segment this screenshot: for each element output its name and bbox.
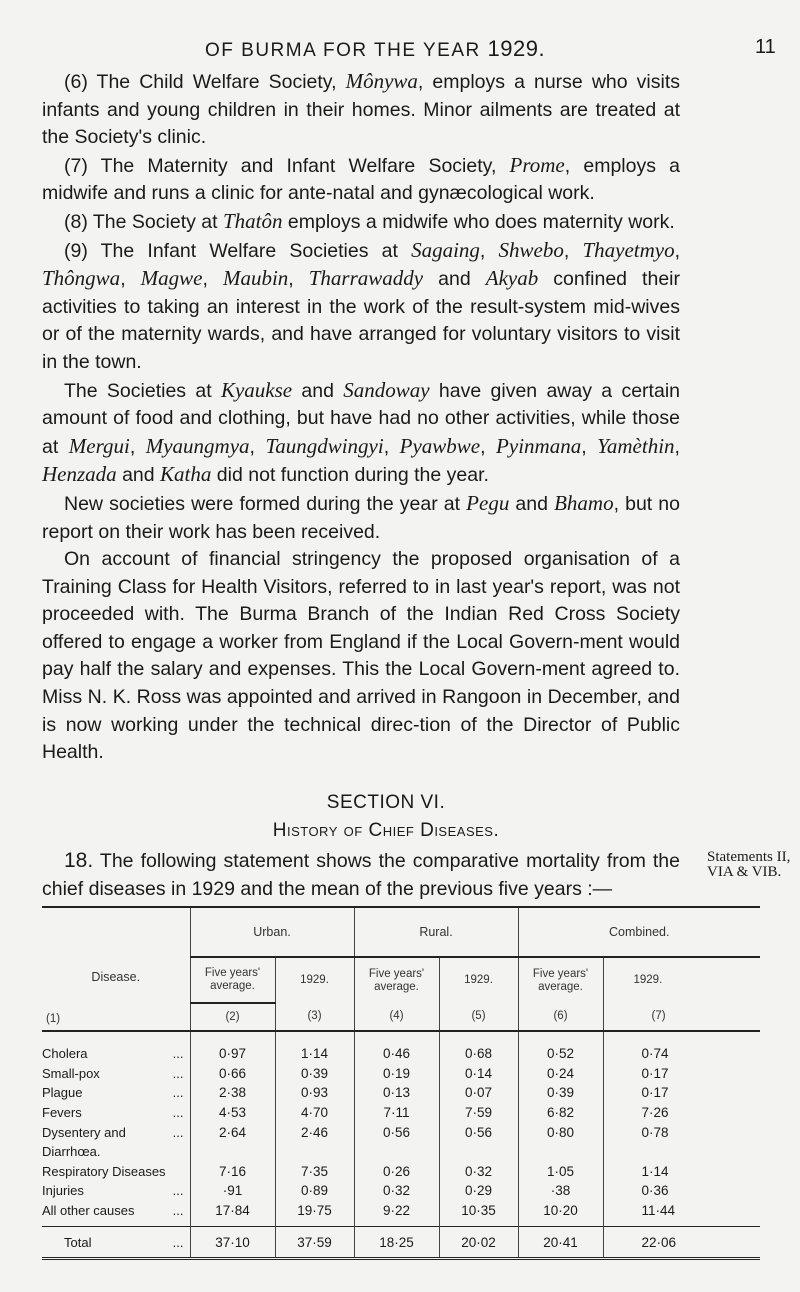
text-run: ,: [202, 268, 223, 291]
paragraph-6: [42, 490, 680, 546]
value-cell: 0·19: [354, 1064, 439, 1084]
leader-dots: ...: [172, 1046, 184, 1062]
text-run: ,: [674, 239, 681, 262]
disease-label: Cholera: [42, 1046, 88, 1062]
table-spacer-row: [42, 1031, 760, 1044]
table-row: [42, 1083, 760, 1103]
col-head-6: Five years' average.: [518, 957, 603, 1003]
value-cell: 7·26: [603, 1103, 760, 1123]
place-name: Maubin: [222, 266, 289, 291]
text-run: , but no report on their work has been received.: [42, 492, 680, 543]
table-row: [42, 1103, 760, 1123]
col-num-7: (7): [603, 1003, 760, 1031]
paragraph-number: 18.: [64, 849, 94, 872]
text-run: (6) The Child Welfare Society,: [64, 71, 346, 93]
leader-dots: ...: [172, 1124, 184, 1140]
place-name: Akyab: [485, 266, 539, 291]
text-run: ,: [480, 435, 497, 458]
disease-name: [42, 1044, 190, 1064]
place-name: Taungdwingyi: [265, 433, 384, 458]
value-cell: 0·68: [439, 1044, 518, 1064]
disease-name: [42, 1064, 190, 1084]
mortality-table: [42, 906, 760, 1260]
paragraph-1: [42, 68, 680, 152]
value-cell: 19·75: [275, 1201, 354, 1221]
col-head-7: 1929.: [603, 957, 760, 1003]
value-cell: 0·46: [354, 1044, 439, 1064]
value-cell: 0·89: [275, 1181, 354, 1201]
value-cell: 0·24: [518, 1064, 603, 1084]
section-subtitle: [0, 820, 800, 842]
text-run: , employs a midwife and runs a clinic for ante-natal and gynæcological work.: [42, 154, 680, 205]
value-cell: 7·59: [439, 1103, 518, 1123]
paragraph-5: [42, 377, 680, 490]
value-cell: 0·17: [603, 1083, 760, 1103]
value-cell: 0·97: [190, 1044, 275, 1064]
value-cell: [518, 1142, 603, 1162]
table-row: [42, 1201, 760, 1221]
value-cell: 0·36: [603, 1181, 760, 1201]
place-name: Magwe: [140, 266, 203, 291]
place-name: Pyinmana: [496, 433, 582, 458]
value-cell: 0·17: [603, 1064, 760, 1084]
disease-label: Plague: [42, 1085, 83, 1101]
value-cell: 37·10: [190, 1227, 275, 1259]
text-run: ,: [288, 268, 309, 291]
value-cell: 11·44: [603, 1201, 760, 1221]
value-cell: 9·22: [354, 1201, 439, 1221]
table-row: [42, 1064, 760, 1084]
place-name: Sagaing: [411, 237, 480, 262]
value-cell: 0·52: [518, 1044, 603, 1064]
section-title: [0, 792, 800, 814]
place-name: Katha: [160, 462, 212, 487]
disease-header-cell: [42, 907, 190, 1031]
disease-label: Injuries: [42, 1183, 84, 1199]
value-cell: 20·41: [518, 1227, 603, 1259]
paragraph-3: [42, 208, 680, 237]
paragraph-2: [42, 152, 680, 208]
col-head-5: 1929.: [439, 957, 518, 1003]
value-cell: 0·93: [275, 1083, 354, 1103]
value-cell: ·91: [190, 1181, 275, 1201]
table-row: [42, 1162, 760, 1182]
leader-dots: ...: [172, 1085, 184, 1101]
disease-label: Respiratory Diseases: [42, 1163, 166, 1179]
value-cell: 2·64: [190, 1122, 275, 1142]
disease-label: All other causes: [42, 1203, 135, 1219]
value-cell: 37·59: [275, 1227, 354, 1259]
value-cell: 4·53: [190, 1103, 275, 1123]
text-run: ,: [674, 435, 680, 458]
table-total-row: [42, 1227, 760, 1259]
value-cell: 0·39: [275, 1064, 354, 1084]
value-cell: [439, 1142, 518, 1162]
place-name: Mergui: [68, 433, 130, 458]
value-cell: 22·06: [603, 1227, 760, 1259]
text-run: ,: [129, 435, 146, 458]
value-cell: 10·20: [518, 1201, 603, 1221]
value-cell: 0·56: [354, 1122, 439, 1142]
disease-name: [42, 1142, 190, 1162]
value-cell: [603, 1142, 760, 1162]
table-row: [42, 1142, 760, 1162]
col-num-6: (6): [518, 1003, 603, 1031]
table-header-row-1: [42, 907, 760, 957]
group-rural: Rural.: [354, 907, 518, 957]
place-name: Henzada: [42, 462, 117, 487]
value-cell: 0·29: [439, 1181, 518, 1201]
col-num-4: (4): [354, 1003, 439, 1031]
value-cell: 2·46: [275, 1122, 354, 1142]
text-run: (8) The Society at: [64, 210, 223, 233]
text-run: The Societies at: [64, 379, 221, 402]
place-name: Shwebo: [498, 237, 564, 262]
page-number: 11: [755, 36, 776, 58]
table-row: [42, 1122, 760, 1142]
running-title-year: 1929.: [487, 36, 546, 61]
margin-note: Statements II, VIA & VIB.: [707, 849, 791, 880]
value-cell: 0·80: [518, 1122, 603, 1142]
text-run: New societies were formed during the year at: [64, 492, 467, 515]
col-head-3: 1929.: [275, 957, 354, 1003]
running-title-text: OF BURMA FOR THE YEAR: [205, 40, 481, 61]
body-text: [42, 68, 680, 767]
disease-header: Disease.: [91, 970, 141, 984]
leader-dots: ...: [172, 1065, 184, 1081]
place-name: Myaungmya: [145, 433, 250, 458]
value-cell: 0·32: [354, 1181, 439, 1201]
value-cell: [190, 1142, 275, 1162]
place-name: Tharrawaddy: [308, 266, 424, 291]
value-cell: 18·25: [354, 1227, 439, 1259]
disease-name: [42, 1122, 190, 1142]
disease-name: [42, 1162, 190, 1182]
group-combined: Combined.: [518, 907, 760, 957]
text-run: , employs a nurse who visits infants and young children in their homes. Minor ailments are treated at the Society's clinic.: [42, 71, 680, 149]
section-subtitle-text: History of Chief Diseases.: [272, 820, 500, 841]
value-cell: 0·74: [603, 1044, 760, 1064]
col-head-2: Five years' average.: [190, 957, 275, 1003]
group-urban: Urban.: [190, 907, 354, 957]
disease-name: [42, 1201, 190, 1221]
value-cell: [275, 1142, 354, 1162]
text-run: confined their activities to taking an interest in the work of the result-system mid-wives or of the maternity wards, and have arranged for voluntary visitors to visit in the town.: [42, 268, 680, 373]
value-cell: 7·11: [354, 1103, 439, 1123]
paragraph-7: [42, 546, 680, 767]
value-cell: 2·38: [190, 1083, 275, 1103]
text-run: and: [509, 492, 555, 515]
col-num-5: (5): [439, 1003, 518, 1031]
text-run: did not function during the year.: [211, 464, 489, 487]
col-num-1: (1): [46, 1013, 61, 1025]
section-title-text: SECTION VI.: [326, 792, 446, 813]
value-cell: 20·02: [439, 1227, 518, 1259]
leader-dots: ...: [172, 1234, 184, 1250]
col-num-3: (3): [275, 1003, 354, 1031]
leader-dots: ...: [172, 1105, 184, 1121]
text-run: ,: [383, 435, 400, 458]
value-cell: 1·14: [275, 1044, 354, 1064]
text-run: and: [292, 379, 344, 402]
text-run: On account of financial stringency the proposed organisation of a Training Class for Health Visitors, referred to in last year's report, was not proceeded with. The Burma Branch of the Indian Red Cross Society offered to engage a worker from England if the Local Govern-ment would pay half the salary and expenses. This the Local Govern-ment agreed to. Miss N. K. Ross was appointed and arrived in Rangoon in December, and is now working under the technical direc-tion of the Director of Public Health.: [42, 548, 680, 764]
place-name: Thayetmyo: [582, 237, 675, 262]
text-run: and: [116, 464, 161, 487]
value-cell: [354, 1142, 439, 1162]
leader-dots: ...: [172, 1203, 184, 1219]
table-row: [42, 1181, 760, 1201]
disease-label: Fevers: [42, 1105, 82, 1121]
disease-name: [42, 1227, 190, 1259]
place-name: Thôngwa: [42, 266, 121, 291]
place-name: Thatôn: [222, 208, 283, 233]
text-run: (9) The Infant Welfare Societies at: [64, 239, 412, 262]
text-run: ,: [479, 239, 499, 262]
paragraph-4: [42, 237, 680, 377]
leader-dots: ...: [172, 1183, 184, 1199]
disease-name: [42, 1181, 190, 1201]
place-name: Mônywa: [345, 69, 418, 93]
text-run: (7) The Maternity and Infant Welfare Society,: [64, 154, 510, 177]
place-name: Kyaukse: [220, 377, 293, 402]
value-cell: 0·26: [354, 1162, 439, 1182]
value-cell: 17·84: [190, 1201, 275, 1221]
paragraph-18: [42, 847, 680, 903]
disease-name: [42, 1103, 190, 1123]
text-run: ,: [249, 435, 266, 458]
disease-label: Total: [64, 1234, 92, 1250]
value-cell: 0·14: [439, 1064, 518, 1084]
value-cell: 0·13: [354, 1083, 439, 1103]
place-name: Sandoway: [343, 377, 430, 402]
col-head-4: Five years' average.: [354, 957, 439, 1003]
value-cell: ·38: [518, 1181, 603, 1201]
text-run: ,: [120, 268, 141, 291]
disease-label: Small-pox: [42, 1065, 100, 1081]
disease-name: [42, 1083, 190, 1103]
table-row: [42, 1044, 760, 1064]
disease-label: Dysentery and: [42, 1124, 126, 1140]
value-cell: 6·82: [518, 1103, 603, 1123]
place-name: Yamèthin: [597, 433, 675, 458]
text-run: and: [423, 268, 486, 291]
value-cell: 4·70: [275, 1103, 354, 1123]
paragraph-18-text: The following statement shows the comparative mortality from the chief diseases in 1929 and the mean of the previous five years :—: [42, 850, 680, 900]
value-cell: 0·56: [439, 1122, 518, 1142]
value-cell: 1·05: [518, 1162, 603, 1182]
place-name: Pyawbwe: [399, 433, 481, 458]
text-run: have given away a certain amount of food and clothing, but have had no other activities, while those at: [42, 379, 680, 458]
value-cell: 1·14: [603, 1162, 760, 1182]
text-run: ,: [581, 435, 598, 458]
page-header: [0, 36, 800, 66]
running-title: [205, 36, 545, 62]
value-cell: 7·35: [275, 1162, 354, 1182]
value-cell: 0·32: [439, 1162, 518, 1182]
place-name: Bhamo: [554, 490, 614, 515]
disease-label: Diarrhœa.: [42, 1144, 101, 1160]
value-cell: 0·66: [190, 1064, 275, 1084]
place-name: Prome: [509, 152, 565, 177]
value-cell: 0·39: [518, 1083, 603, 1103]
text-run: employs a midwife who does maternity work.: [282, 210, 675, 233]
place-name: Pegu: [466, 490, 510, 515]
col-num-2: (2): [190, 1003, 275, 1031]
value-cell: 7·16: [190, 1162, 275, 1182]
value-cell: 0·07: [439, 1083, 518, 1103]
value-cell: 10·35: [439, 1201, 518, 1221]
value-cell: 0·78: [603, 1122, 760, 1142]
text-run: ,: [563, 239, 583, 262]
